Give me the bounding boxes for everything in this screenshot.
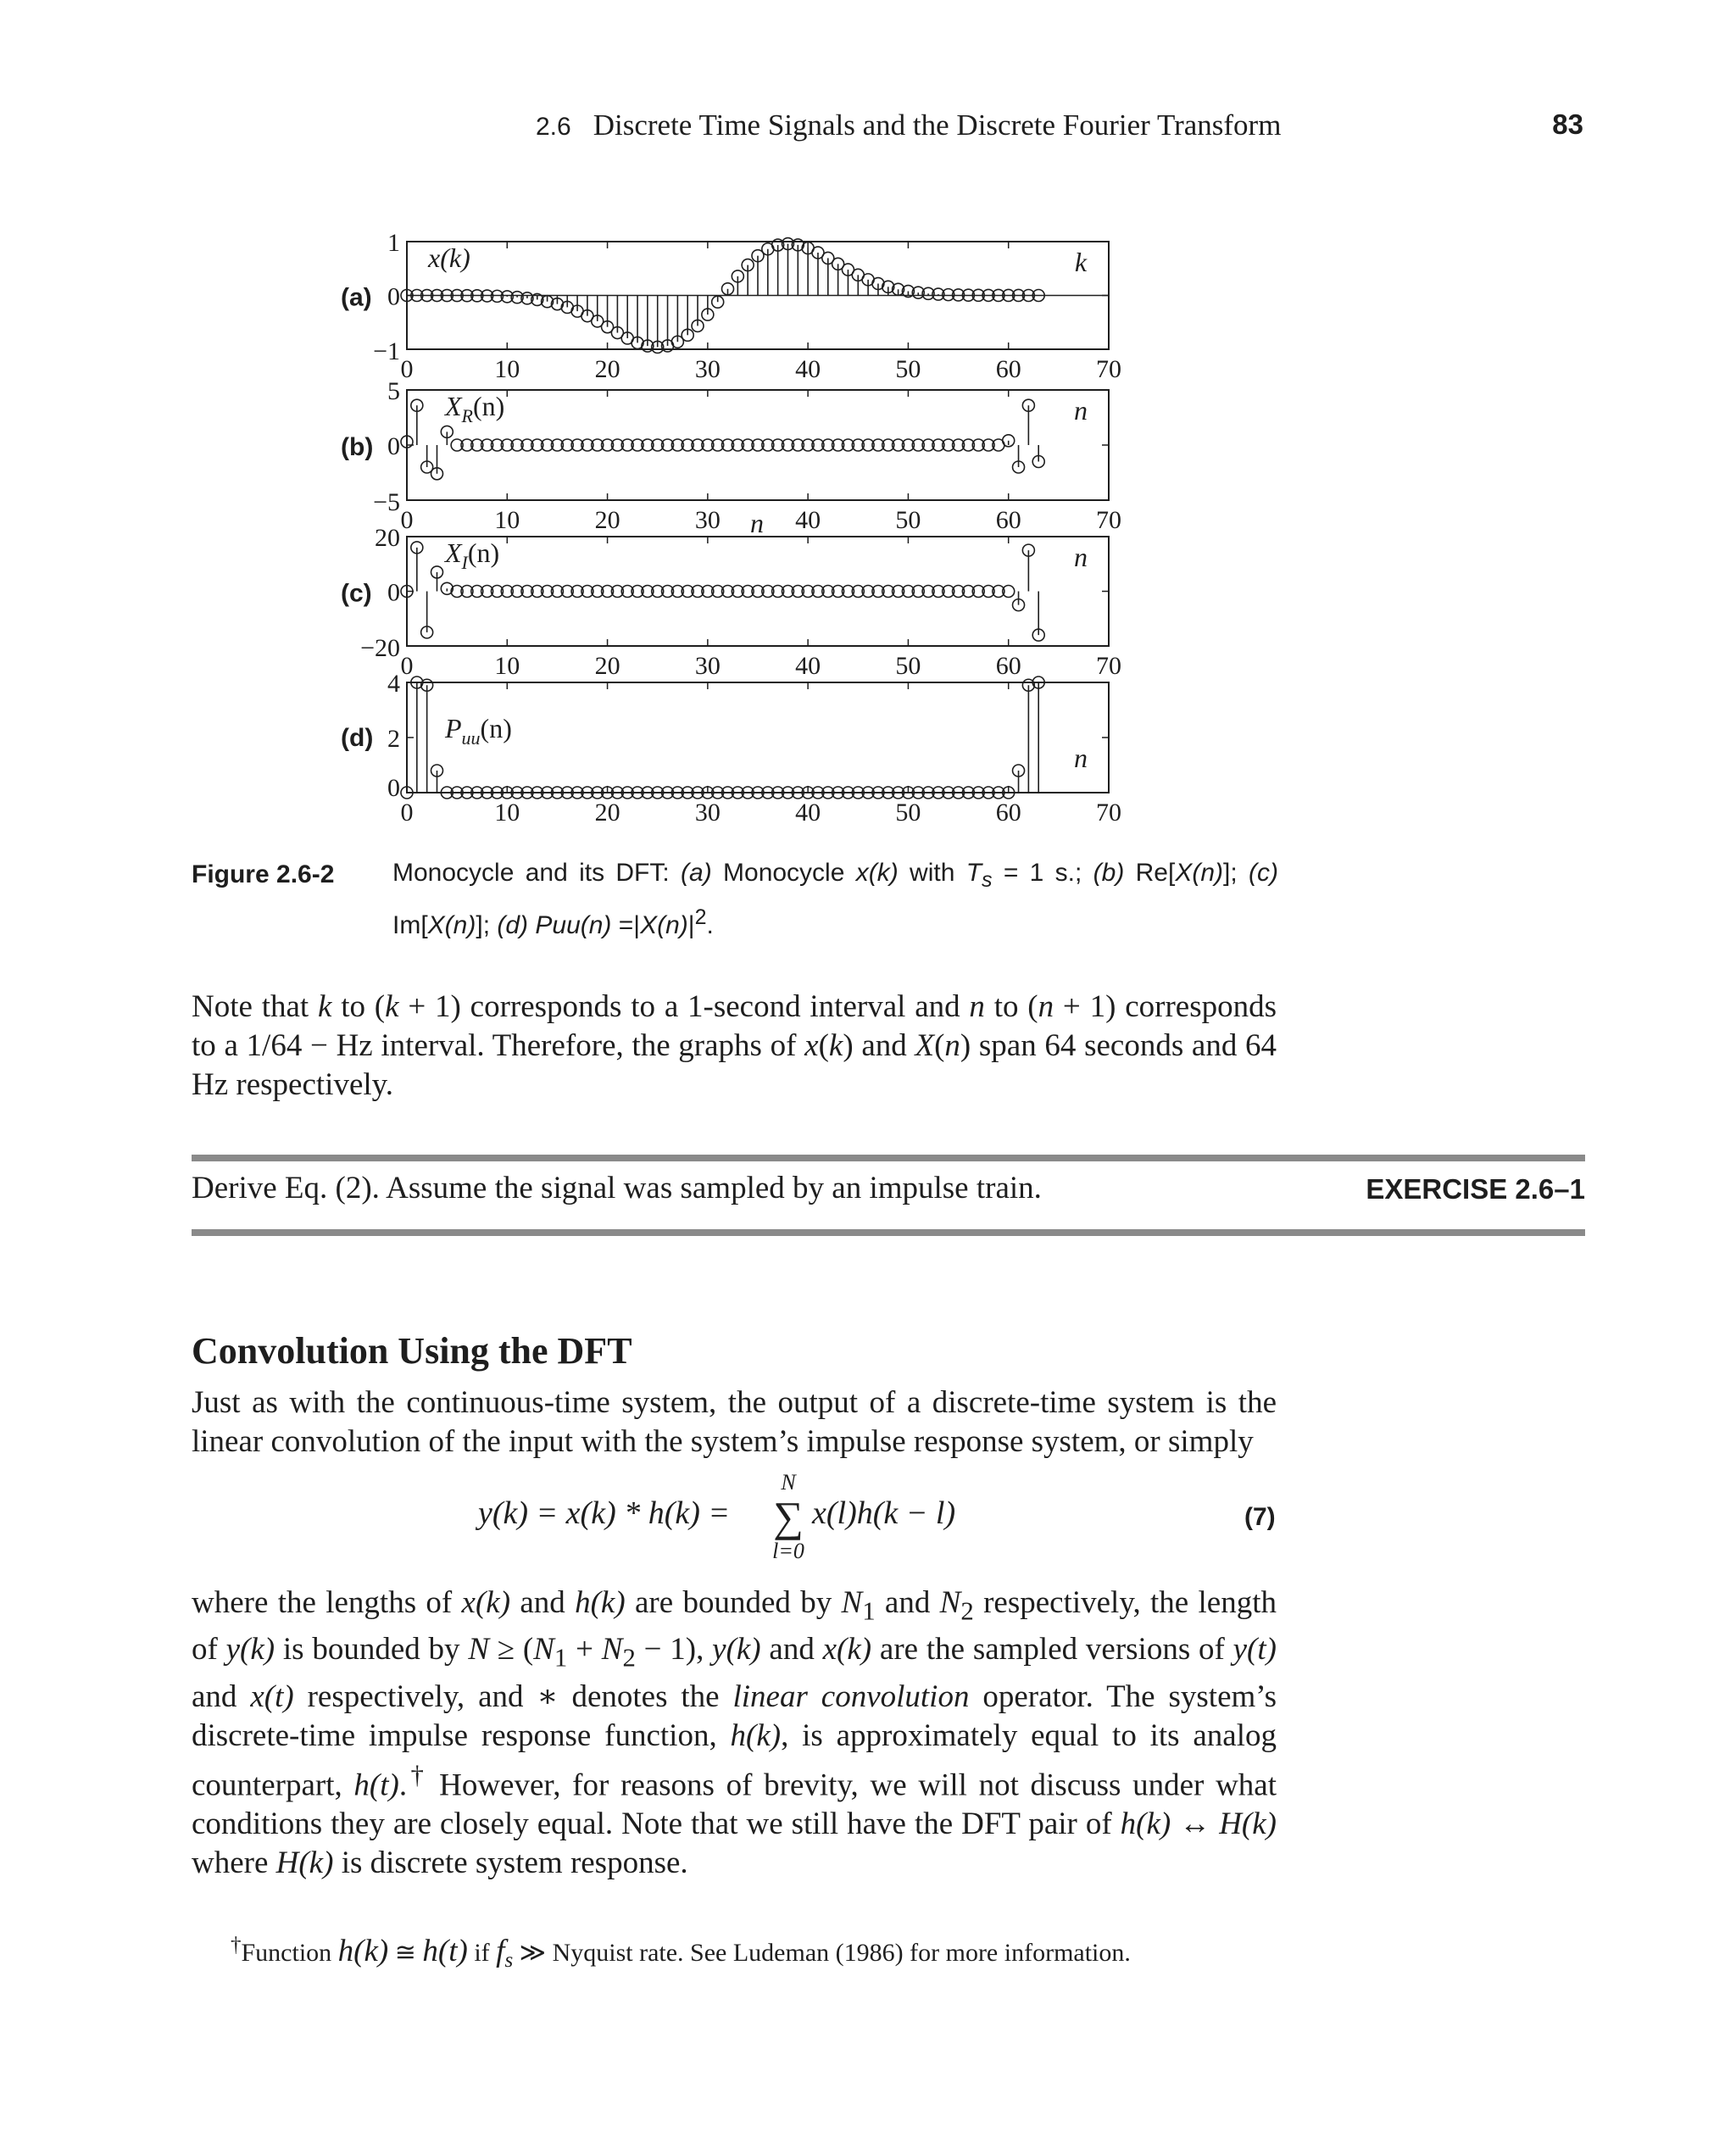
caption-part: | [687,911,695,939]
text-run: to ( [984,989,1038,1024]
text-run: ↔ [1171,1807,1220,1842]
text-run: − 1), [635,1632,713,1667]
plot-frame [407,682,1109,793]
x-tick-label: 50 [895,506,921,534]
figure-2-6-2 [0,0,1736,848]
text-run: is bounded by [275,1632,469,1667]
text-run: + 1) corresponds to a 1/64 − Hz interval. Therefore, the graphs of [192,989,1277,1063]
caption-part: (a) [681,859,712,887]
section-number: 2.6 [536,113,571,141]
axis-variable-label: n [750,508,764,538]
caption-part: Im[ [392,911,428,939]
text-run: h(k) [337,1934,389,1968]
plot-title-argument: (n) [467,537,500,568]
text-run: + [567,1632,602,1667]
sum-upper-limit: N [781,1470,796,1495]
text-run: where [192,1846,276,1881]
x-tick-label: 0 [400,652,414,680]
text-run: y(t) [1232,1632,1277,1667]
sum-lower-limit: l=0 [772,1539,804,1563]
text-run: respectively, the length of [192,1585,1277,1667]
text-run: H(k) [1219,1807,1277,1842]
caption-part: Monocycle [711,859,856,887]
plot-title-argument: (n) [473,391,505,421]
plot-title: $P_{uu}(n)$ [445,713,512,749]
text-run: y(k) [225,1632,275,1667]
x-tick-label: 10 [494,355,520,383]
exercise-text: Derive Eq. (2). Assume the signal was sampled by an impulse train. [192,1171,1042,1205]
caption-part: . [706,911,714,939]
caption-part: ]; [476,911,498,939]
text-run: h(k) [575,1585,626,1620]
caption-part: Monocycle and its DFT: [392,859,682,887]
text-run: † [407,1760,428,1790]
caption-part: Puu(n) [528,911,612,939]
plot-frame [407,537,1109,646]
x-tick-label: 40 [795,355,821,383]
y-tick-label: −5 [373,488,400,516]
caption-part: 2 [694,905,707,929]
text-run: Note that [192,989,318,1024]
text-run: where the lengths of [192,1585,462,1620]
caption-part: = 1 s.; [992,859,1093,887]
x-tick-label: 30 [694,506,721,534]
text-run: are the sampled versions of [871,1632,1233,1667]
caption-part: with [898,859,966,887]
caption-part: =| [611,911,641,939]
x-tick-label: 70 [1096,355,1121,383]
text-run: Function [241,1939,338,1967]
x-tick-label: 0 [400,506,414,534]
caption-part: (d) [497,911,529,939]
caption-part: (b) [1093,859,1125,887]
text-run: if [467,1939,497,1967]
text-run: N [939,1585,961,1620]
x-tick-label: 40 [795,652,821,680]
paragraph-2: Just as with the continuous-time system, the output of a discrete-time system is the linear convolution of the input with the system’s impulse response system, or simply [192,1385,1277,1459]
plot-title-argument: (n) [480,713,512,743]
caption-part: T [965,859,982,887]
text-run: x [804,1028,819,1063]
text-run: operator. The system’s discrete-time impulse response function, [192,1679,1277,1753]
text-run: to ( [331,989,386,1024]
text-run: k [385,989,399,1024]
text-run: and [192,1679,251,1714]
x-tick-label: 50 [895,799,921,827]
text-run: N [533,1632,554,1667]
caption-part: X(n) [640,911,688,939]
footnote [231,1933,1131,1973]
text-run: s [504,1949,514,1972]
plot-title-subscript: R [461,405,473,426]
x-tick-label: 0 [400,355,414,383]
y-tick-label: 0 [387,774,400,802]
x-tick-label: 0 [400,799,414,827]
x-tick-label: 30 [694,355,721,383]
text-run: † [231,1934,242,1957]
caption-part: (c) [1249,859,1278,887]
text-run: y(k) [712,1632,761,1667]
caption-part: X(n) [427,911,476,939]
text-run: respectively, and ∗ denotes the [293,1679,733,1714]
text-run: N [601,1632,623,1667]
exercise-rule-top [192,1155,1585,1161]
x-tick-label: 30 [694,799,721,827]
text-run: f [496,1934,505,1968]
x-tick-label: 60 [995,652,1021,680]
text-run: linear convolution [732,1679,970,1714]
caption-part: x(k) [855,859,899,887]
text-run: H(k) [275,1846,334,1881]
caption-part: ]; [1223,859,1249,887]
equation-rhs: x(l)h(k − l) [812,1495,956,1531]
x-tick-label: 10 [494,506,520,534]
y-tick-label: 1 [387,229,400,257]
plot-frame [407,390,1109,500]
caption-part: Re[ [1124,859,1176,887]
text-run: ( [818,1028,829,1063]
panel-label: (c) [341,579,372,608]
text-run: n [1038,989,1054,1024]
text-run: X [915,1028,935,1063]
text-run: h(k) [730,1718,782,1753]
exercise-rule-bottom [192,1229,1585,1236]
text-run: ≅ [388,1939,423,1967]
plot-title: $X_R(n)$ [445,391,505,426]
text-run: is discrete system response. [333,1846,688,1881]
text-run: ≥ ( [489,1632,534,1667]
x-tick-label: 60 [995,355,1021,383]
axis-variable-label: k [1074,247,1088,277]
text-run: ≫ Nyquist rate. See Ludeman (1986) for more information. [513,1939,1131,1967]
text-run: n [944,1028,960,1063]
x-tick-label: 20 [594,355,620,383]
x-tick-label: 60 [995,799,1021,827]
caption-part: X(n) [1175,859,1224,887]
plot-title-subscript: I [461,552,468,573]
x-tick-label: 50 [895,652,921,680]
axis-variable-label: n [1074,395,1088,426]
text-run: 1 [862,1596,876,1626]
equation-lhs: y(k) = x(k) * h(k) = [478,1495,731,1531]
text-run: ) span 64 seconds and 64 Hz respectively. [192,1028,1277,1102]
y-tick-label: 2 [387,725,400,753]
text-run: k [828,1028,843,1063]
text-run: N [468,1632,490,1667]
x-tick-label: 60 [995,506,1021,534]
y-tick-label: 0 [387,432,400,460]
plot-title: $X_I(n)$ [445,537,500,573]
text-run: and [875,1585,940,1620]
panel-label: (a) [341,283,372,312]
text-run: N [841,1585,863,1620]
section-title: Discrete Time Signals and the Discrete Fourier Transform [593,109,1282,142]
x-tick-label: 10 [494,652,520,680]
plot-title-subscript: uu [461,727,481,749]
text-run: However, for reasons of brevity, we will not discuss under what conditions they are closely equal. Note that we still have the DFT pair of [192,1768,1277,1842]
panel-label: (b) [341,433,374,461]
text-run: and [510,1585,576,1620]
caption-part: s [982,868,993,892]
x-tick-label: 20 [594,799,620,827]
equation-7 [0,1467,1356,1585]
paragraph-3 [192,1584,1277,1883]
x-tick-label: 50 [895,355,921,383]
text-run: , is approximately equal to its analog counterpart, [192,1718,1277,1803]
text-run: h(t) [353,1768,399,1803]
figure-label: Figure 2.6-2 [192,860,335,888]
text-run: k [318,989,332,1024]
section-heading: Convolution Using the DFT [192,1330,632,1372]
text-run: . [398,1768,408,1803]
figure-caption [392,855,1278,944]
y-tick-label: 20 [375,524,400,552]
x-tick-label: 20 [594,652,620,680]
plot-title: x(k) [428,242,470,273]
x-tick-label: 40 [795,799,821,827]
text-run: 2 [622,1643,636,1673]
x-tick-label: 40 [795,506,821,534]
figure-panels [341,229,1121,827]
text-run: + 1) corresponds to a 1-second interval and [398,989,970,1024]
text-run: ( [934,1028,945,1063]
text-run: x(k) [461,1585,511,1620]
axis-variable-label: n [1074,542,1088,572]
text-run: x(t) [250,1679,294,1714]
panel-label: (d) [341,724,374,752]
sum-symbol: ∑ [773,1493,804,1540]
y-tick-label: −20 [360,634,400,662]
text-run: h(t) [422,1934,468,1968]
x-tick-label: 70 [1096,652,1121,680]
y-tick-label: −1 [373,337,400,365]
y-tick-label: 5 [387,377,400,405]
text-run: and [760,1632,823,1667]
page-number: 83 [1552,109,1583,140]
text-run: h(k) [1120,1807,1171,1842]
y-tick-label: 4 [387,670,400,698]
y-tick-label: 0 [387,578,400,607]
text-run: are bounded by [625,1585,842,1620]
x-tick-label: 70 [1096,799,1121,827]
y-tick-label: 0 [387,282,400,311]
text-run: ) and [843,1028,915,1063]
equation-number: (7) [1244,1503,1276,1531]
paragraph-1 [192,988,1277,1105]
text-run: 1 [554,1643,568,1673]
x-tick-label: 30 [694,652,721,680]
exercise-label: EXERCISE 2.6–1 [1366,1173,1585,1205]
x-tick-label: 10 [494,799,520,827]
text-run: 2 [960,1596,974,1626]
x-tick-label: 70 [1096,506,1121,534]
text-run: n [969,989,985,1024]
x-tick-label: 20 [594,506,620,534]
text-run: x(k) [822,1632,872,1667]
axis-variable-label: n [1074,743,1088,773]
